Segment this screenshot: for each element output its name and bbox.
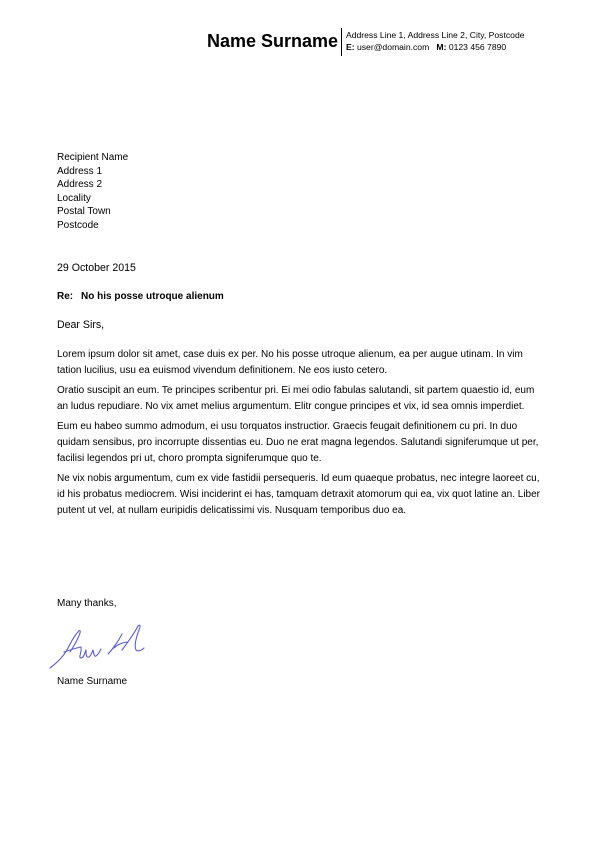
body-paragraph: Oratio suscipit an eum. Te principes scribentur pri. Ei mei odio fabulas salutandi, sit partem quaestio id, eum an ludus repudiare. No vix amet melius argumentum. Elitr congue principes et vix, id sea omnis imperdiet. [57,385,535,412]
recipient-line: Address 2 [57,179,103,190]
signer-name: Name Surname [57,676,128,687]
salutation: Dear Sirs, [57,319,105,331]
header-divider [341,28,342,56]
signature-image [48,614,148,674]
body-paragraph: Lorem ipsum dolor sit amet, case duis ex per. No his posse utroque alienum, ea per augue utinam. In vim tation lucilius, usu ea euismod vivendum definitionem. Ne eos iusto cetero. [57,349,523,376]
subject-prefix: Re: [57,291,74,302]
recipient-line: Address 1 [57,165,103,177]
sender-mobile: 0123 456 7890 [448,42,507,52]
subject-text: No his posse utroque alienum [81,291,224,302]
sender-contact-line [346,41,525,53]
recipient-line: Recipient Name [57,152,129,163]
sender-name: Name Surname [207,31,339,51]
letter-body [57,347,547,523]
letterhead [207,28,547,54]
letter-date: 29 October 2015 [57,262,136,274]
body-paragraph: Eum eu habeo summo admodum, ei usu torquatos instructior. Graecis feugait definitionem cu pri. In duo quidam sensibus, pro incorrupte dissentias eu. Duo ne erat magna legendos. Salutandi signiferumque ut per, facilisi legendos pri ut, choro prompta signiferumque quo te. [57,421,539,464]
recipient-block [57,151,128,232]
signature-stroke [50,625,144,668]
closing: Many thanks, [57,598,117,609]
recipient-line: Postcode [57,219,99,231]
sender-contact [346,29,525,53]
recipient-line: Locality [57,192,91,204]
email-label: E: [346,42,355,52]
recipient-line: Postal Town [57,206,111,217]
sender-address: Address Line 1, Address Line 2, City, Postcode [346,30,525,40]
body-paragraph: Ne vix nobis argumentum, cum ex vide fastidii persequeris. Id eum quaeque probatus, nec integre laoreet cu, id his probatus mediocrem. Wisi inciderint ei has, tamquam detraxit atomorum qui ea, vix quot latine an. Liber putent ut vel, at nullam euripidis delicatissimi vis. Nusquam temporibus duo ea. [57,473,541,516]
sender-email: user@domain.com [356,42,430,52]
mobile-label: M: [436,42,447,52]
subject-line [57,291,224,302]
